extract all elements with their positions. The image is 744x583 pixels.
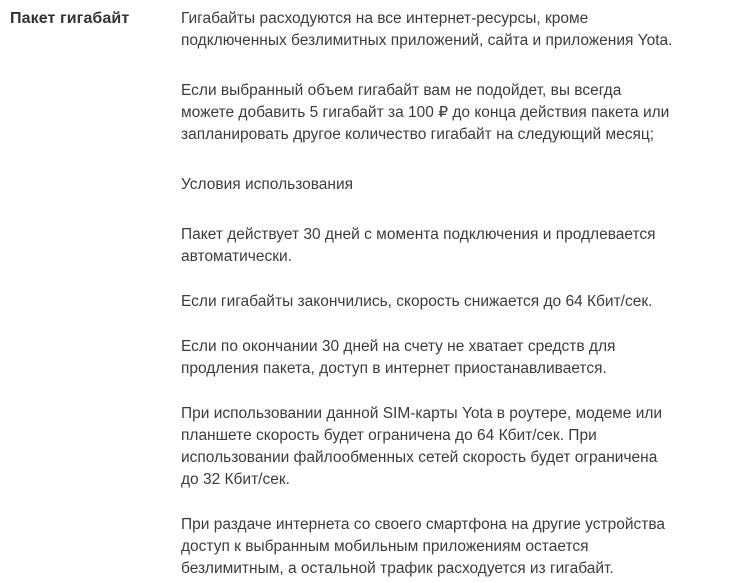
section-label-column (0, 8, 181, 30)
terms-subheading: Условия использования (181, 176, 354, 193)
terms-paragraph: Если по окончании 30 дней на счету не хватает средств для продления пакета, доступ в интернет приостанавливается. (181, 338, 616, 377)
section-title: Пакет гигабайт (10, 10, 130, 27)
terms-paragraph: При использовании данной SIM-карты Yota в роутере, модеме или планшете скорость будет ограничена до 64 Кбит/сек. При использовании файлообменных сетей скорость будет ограничена до 32 Кбит/сек. (181, 405, 663, 488)
terms-paragraph: Пакет действует 30 дней с момента подключения и продлевается автоматически. (181, 226, 656, 265)
terms-paragraph: Если гигабайты закончились, скорость снижается до 64 Кбит/сек. (181, 293, 653, 310)
section-content-column (181, 8, 744, 580)
intro-paragraph: Гигабайты расходуются на все интернет-ресурсы, кроме подключенных безлимитных приложений, сайта и приложения Yota. (181, 10, 673, 49)
terms-paragraph: При раздаче интернета со своего смартфона на другие устройства доступ к выбранным мобильным приложениям остается безлимитным, а остальной трафик расходуется из гигабайт. (181, 516, 666, 577)
intro-paragraph: Если выбранный объем гигабайт вам не подойдет, вы всегда можете добавить 5 гигабайт за 100 ₽ до конца действия пакета или запланировать другое количество гигабайт на следующий месяц; (181, 82, 670, 143)
